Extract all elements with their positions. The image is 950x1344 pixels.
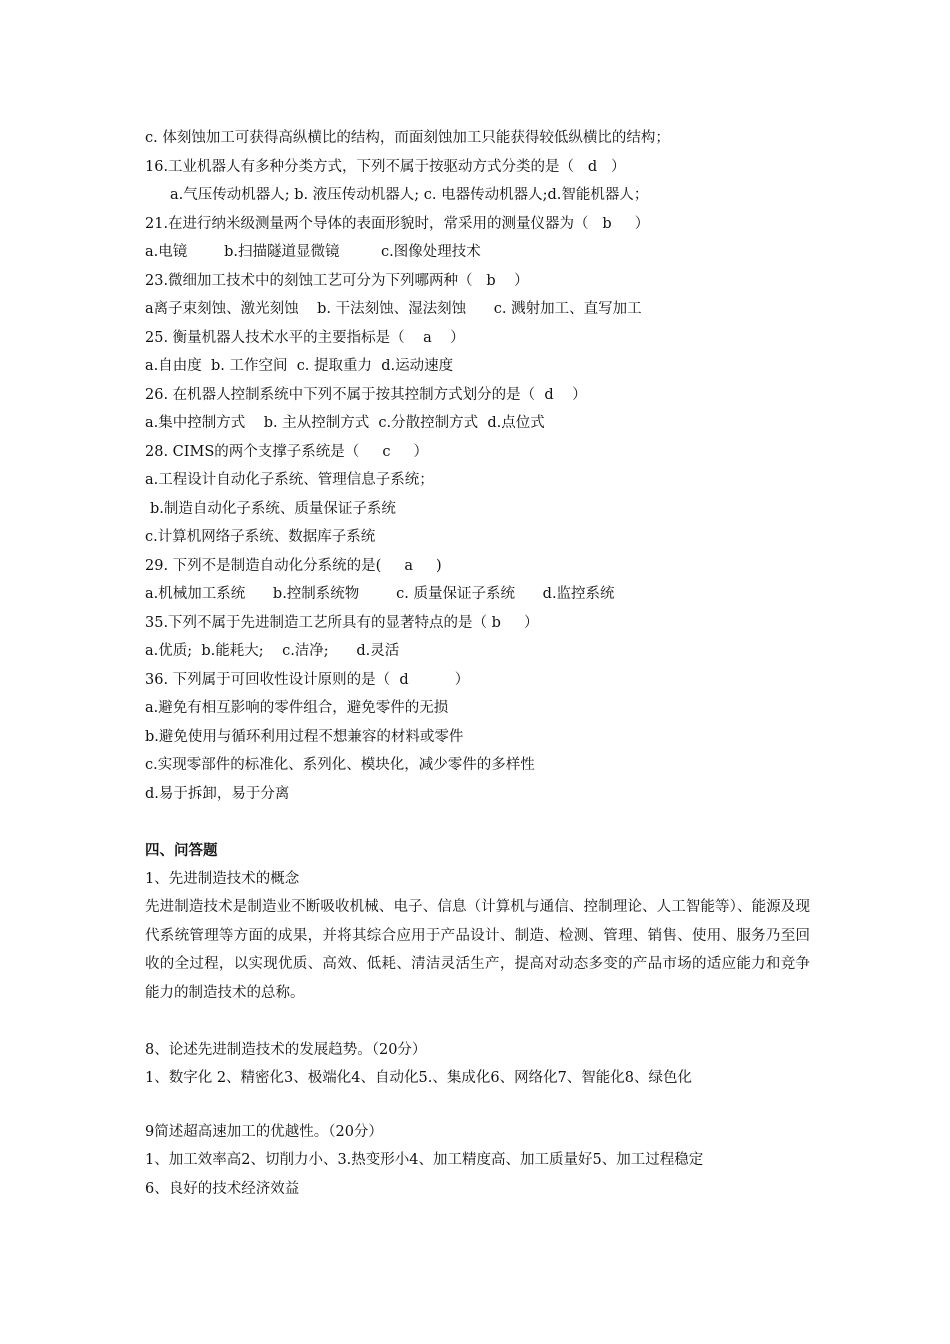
option-28-b: b.制造自动化子系统、质量保证子系统: [150, 501, 396, 517]
option-28-c: c.计算机网络子系统、数据库子系统: [145, 529, 376, 545]
question-29: 29. 下列不是制造自动化分系统的是( a ): [145, 558, 442, 574]
question-26: 26. 在机器人控制系统中下列不属于按其控制方式划分的是（ d ）: [145, 387, 587, 403]
options-25: a.自由度 b. 工作空间 c. 提取重力 d.运动速度: [145, 358, 454, 374]
option-36-b: b.避免使用与循环利用过程不想兼容的材料或零件: [145, 729, 464, 745]
essay-question-9: 9简述超高速加工的优越性。（20分）: [145, 1124, 383, 1140]
question-23: 23.微细加工技术中的刻蚀工艺可分为下列哪两种（ b ）: [145, 273, 529, 289]
option-28-a: a.工程设计自动化子系统、管理信息子系统；: [145, 472, 434, 488]
question-21: 21.在进行纳米级测量两个导体的表面形貌时，常采用的测量仪器为（ b ）: [145, 216, 650, 232]
options-29: a.机械加工系统 b.控制系统物 c. 质量保证子系统 d.监控系统: [145, 586, 615, 602]
essay-answer-9-line2: 6、良好的技术经济效益: [145, 1181, 300, 1197]
options-23: a离子束刻蚀、激光刻蚀 b. 干法刻蚀、湿法刻蚀 c. 溅射加工、直写加工: [145, 301, 642, 317]
question-25: 25. 衡量机器人技术水平的主要指标是（ a ）: [145, 330, 465, 346]
question-16: 16.工业机器人有多种分类方式，下列不属于按驱动方式分类的是（ d ）: [145, 159, 626, 175]
option-36-c: c.实现零部件的标准化、系列化、模块化，减少零件的多样性: [145, 757, 535, 773]
essay-question-8: 8、论述先进制造技术的发展趋势。（20分）: [145, 1042, 427, 1058]
options-21: a.电镜 b.扫描隧道显微镜 c.图像处理技术: [145, 244, 481, 260]
options-35: a.优质; b.能耗大; c.洁净; d.灵活: [145, 643, 400, 659]
option-36-d: d.易于拆卸，易于分离: [145, 786, 290, 802]
question-35: 35.下列不属于先进制造工艺所具有的显著特点的是（ b ）: [145, 615, 539, 631]
essay-answer-9-line1: 1、加工效率高2、切削力小、3.热变形小4、加工精度高、加工质量好5、加工过程稳定: [145, 1152, 704, 1168]
options-16: a.气压传动机器人; b. 液压传动机器人; c. 电器传动机器人;d.智能机器人；: [170, 187, 649, 203]
option-line-c-etching: c. 体刻蚀加工可获得高纵横比的结构，而面刻蚀加工只能获得较低纵横比的结构；: [145, 130, 670, 146]
essay-question-1: 1、先进制造技术的概念: [145, 871, 300, 887]
question-36: 36. 下列属于可回收性设计原则的是（ d ）: [145, 672, 470, 688]
section-heading: 四、问答题: [145, 843, 218, 859]
options-26: a.集中控制方式 b. 主从控制方式 c.分散控制方式 d.点位式: [145, 415, 545, 431]
essay-answer-8: 1、数字化 2、精密化3、极端化4、自动化5.、集成化6、网络化7、智能化8、绿色化: [145, 1070, 693, 1086]
option-36-a: a.避免有相互影响的零件组合，避免零件的无损: [145, 700, 449, 716]
question-28: 28. CIMS的两个支撑子系统是（ c ）: [145, 444, 428, 460]
essay-answer-1: 先进制造技术是制造业不断吸收机械、电子、信息（计算机与通信、控制理论、人工智能等）、能源及现代系统管理等方面的成果，并将其综合应用于产品设计、制造、检测、管理、销售、使用、服务乃至回收的全过程，以实现优质、高效、低耗、清洁灵活生产，提高对动态多变的产品市场的适应能力和竞争能力的制造技术的总称。: [145, 899, 810, 1001]
